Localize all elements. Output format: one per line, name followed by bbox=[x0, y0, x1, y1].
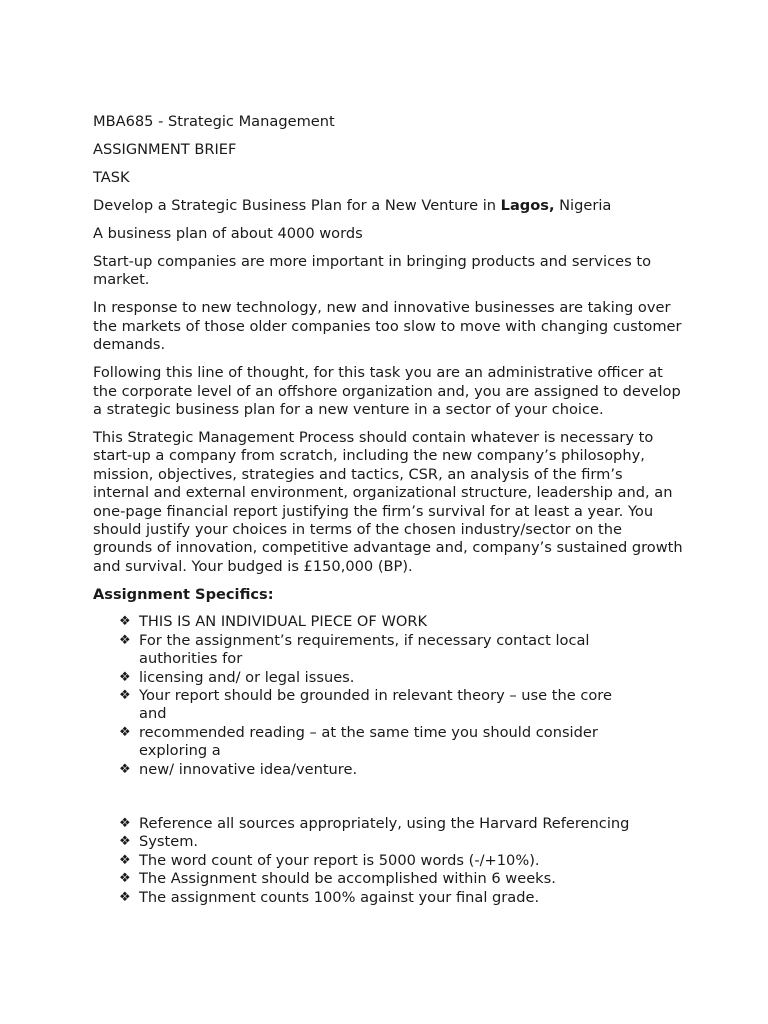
develop-line-suffix: Nigeria bbox=[554, 197, 612, 214]
diamond-bullet-icon: ❖ bbox=[119, 889, 131, 905]
list-item-text: System. bbox=[139, 833, 199, 851]
word-count-line: A business plan of about 4000 words bbox=[93, 225, 363, 242]
list-item bbox=[119, 613, 639, 631]
bullet-list-1 bbox=[93, 613, 683, 779]
develop-line bbox=[93, 197, 683, 215]
list-item bbox=[119, 889, 639, 907]
list-item bbox=[119, 815, 639, 833]
bullet-list-2 bbox=[93, 815, 683, 907]
diamond-bullet-icon: ❖ bbox=[119, 724, 131, 740]
diamond-bullet-icon: ❖ bbox=[119, 669, 131, 685]
list-item-text: THIS IS AN INDIVIDUAL PIECE OF WORK bbox=[139, 613, 428, 631]
list-item-text: recommended reading – at the same time you should consider exploring a bbox=[139, 723, 598, 760]
list-item-text: The word count of your report is 5000 words (-/+10%). bbox=[139, 851, 540, 869]
develop-line-city: Lagos, bbox=[500, 197, 555, 214]
list-item-text: Your report should be grounded in relevant theory – use the core and bbox=[139, 686, 612, 723]
diamond-bullet-icon: ❖ bbox=[119, 632, 131, 648]
paragraph: Start-up companies are more important in bringing products and services to market. bbox=[93, 253, 652, 289]
paragraph: In response to new technology, new and innovative businesses are taking over the markets of those older companies too slow to move with changing customer demands. bbox=[93, 299, 682, 354]
list-item bbox=[119, 870, 639, 888]
paragraph: This Strategic Management Process should contain whatever is necessary to start-up a company from scratch, including the new company’s philosophy, mission, objectives, strategies and tactics, CSR, an analysis of the firm’s internal and external environment, organizational structure, leadership and, an one-page financial report justifying the firm’s survival for at least a year. You should justify your choices in terms of the chosen industry/sector on the grounds of innovation, competitive advantage and, company’s sustained growth and survival. Your budged is £150,000 (BP). bbox=[93, 429, 683, 575]
list-item bbox=[119, 852, 639, 870]
task-heading: TASK bbox=[93, 169, 130, 186]
list-item bbox=[119, 669, 639, 687]
list-item bbox=[119, 687, 639, 724]
list-item-text: licensing and/ or legal issues. bbox=[139, 668, 355, 686]
diamond-bullet-icon: ❖ bbox=[119, 852, 131, 868]
diamond-bullet-icon: ❖ bbox=[119, 761, 131, 777]
diamond-bullet-icon: ❖ bbox=[119, 834, 131, 850]
develop-line-prefix: Develop a Strategic Business Plan for a New Venture in bbox=[93, 197, 501, 214]
brief-heading: ASSIGNMENT BRIEF bbox=[93, 141, 237, 158]
course-title: MBA685 - Strategic Management bbox=[93, 113, 335, 130]
diamond-bullet-icon: ❖ bbox=[119, 687, 131, 703]
diamond-bullet-icon: ❖ bbox=[119, 614, 131, 630]
paragraph: Following this line of thought, for this task you are an administrative officer at the corporate level of an offshore organization and, you are assigned to develop a strategic business plan for a new venture in a sector of your choice. bbox=[93, 364, 681, 419]
list-item-text: The Assignment should be accomplished within 6 weeks. bbox=[139, 870, 556, 888]
list-item bbox=[119, 833, 639, 851]
list-item-text: Reference all sources appropriately, using the Harvard Referencing bbox=[139, 814, 630, 832]
list-item bbox=[119, 724, 639, 761]
diamond-bullet-icon: ❖ bbox=[119, 815, 131, 831]
document-page bbox=[93, 113, 683, 907]
diamond-bullet-icon: ❖ bbox=[119, 871, 131, 887]
spacer bbox=[93, 779, 683, 815]
specifics-heading: Assignment Specifics: bbox=[93, 585, 274, 603]
list-item bbox=[119, 761, 639, 779]
list-item bbox=[119, 632, 639, 669]
list-item-text: For the assignment’s requirements, if necessary contact local authorities for bbox=[139, 631, 590, 668]
list-item-text: new/ innovative idea/venture. bbox=[139, 760, 358, 778]
list-item-text: The assignment counts 100% against your final grade. bbox=[139, 888, 540, 906]
